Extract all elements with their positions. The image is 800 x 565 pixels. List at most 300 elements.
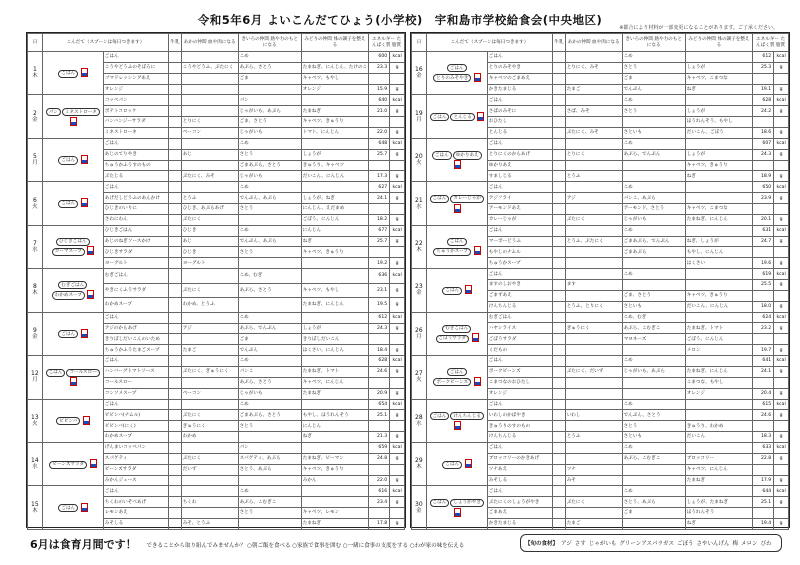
- milk-cell: [553, 508, 566, 519]
- milk-cell: [553, 106, 566, 117]
- milk-cell: [553, 73, 566, 84]
- milk-cell: [169, 410, 182, 421]
- nutrition-value: 18.6: [753, 128, 774, 139]
- nutrition-unit: g: [390, 453, 405, 464]
- nutrition-value: 23.1: [369, 283, 390, 297]
- red-group-foods: [565, 52, 622, 63]
- nutrition-unit: [390, 377, 405, 388]
- nutrition-unit: g: [390, 258, 405, 269]
- menu-item-name: とんじる: [487, 128, 552, 139]
- nutrition-value: 25.7: [369, 236, 390, 247]
- nutrition-unit: kcal: [390, 399, 405, 410]
- menu-item-name: ちくわのいそべあげ: [103, 497, 168, 508]
- day-cell: [412, 356, 427, 399]
- milk-cell: [553, 442, 566, 453]
- green-group-foods: [685, 182, 752, 193]
- milk-cell: [553, 410, 566, 421]
- milk-cell: [169, 356, 182, 367]
- milk-cell: [169, 128, 182, 139]
- nutrition-unit: [390, 421, 405, 432]
- seasonal-title: 【旬の食材】: [525, 541, 559, 547]
- nutrition-value: 19.1: [753, 84, 774, 95]
- menu-item-name: かきたまじる: [487, 84, 552, 95]
- red-group-foods: ます: [565, 280, 622, 291]
- day-of-week: 水: [416, 203, 422, 210]
- green-group-foods: もやし、にんじん: [685, 247, 752, 258]
- red-group-foods: ひじき: [181, 247, 238, 258]
- milk-carton-icon: [472, 333, 479, 342]
- yellow-group-foods: [238, 258, 301, 269]
- page-title: 令和5年6月 よいこんだてひょう(小学校) 宇和島市学校給食会(中央地区): [197, 13, 603, 27]
- milk-carton-icon: [81, 155, 88, 164]
- menu-item-name: ちゅうかふうたまごスープ: [103, 345, 168, 356]
- nutrition-value: 18.9: [753, 171, 774, 182]
- dish-badges: [426, 312, 487, 355]
- seasonal-item: ごぼう: [677, 541, 694, 547]
- nutrition-unit: kcal: [774, 52, 789, 63]
- red-group-foods: とうふ: [181, 193, 238, 204]
- day-number: 13: [31, 413, 39, 421]
- day-of-week: 金: [416, 290, 422, 297]
- nutrition-value: 25.7: [369, 149, 390, 160]
- yellow-group-foods: じゃがいも: [238, 171, 301, 182]
- red-group-foods: [565, 388, 622, 399]
- green-group-foods: みかん: [301, 475, 368, 486]
- milk-cell: [169, 345, 182, 356]
- red-group-foods: [181, 508, 238, 519]
- menu-item-name: キャベツのごまあえ: [487, 73, 552, 84]
- header-menu: こんだて（スプーンは毎日つきます）: [426, 34, 552, 52]
- menu-item-name: ちゅうかスープ: [487, 258, 552, 269]
- milk-cell: [553, 204, 566, 215]
- milk-cell: [553, 497, 566, 508]
- green-group-foods: キャベツ、こまつな: [685, 204, 752, 215]
- red-group-foods: [565, 345, 622, 356]
- dish-badge: むぎごはん: [58, 281, 87, 289]
- yellow-group-foods: パン: [238, 95, 301, 106]
- red-group-foods: たまご: [565, 518, 622, 529]
- menu-item-row: [412, 269, 789, 280]
- yellow-group-foods: ごま、さとう: [238, 117, 301, 128]
- nutrition-value: [753, 290, 774, 301]
- menu-item-name: あじのてりやき: [103, 149, 168, 160]
- yellow-group-foods: さとう、あぶら: [238, 464, 301, 475]
- seasonal-list: [561, 539, 775, 547]
- menu-item-name: あじのねぎソースかけ: [103, 236, 168, 247]
- yellow-group-foods: ごま: [238, 73, 301, 84]
- green-group-foods: しょうが、たまねぎ: [685, 497, 752, 508]
- red-group-foods: ぶたにく: [181, 453, 238, 464]
- dish-badges: [426, 225, 487, 268]
- dish-badge: ごはん: [58, 504, 78, 512]
- dish-badge: ガーマスープ: [52, 248, 85, 256]
- milk-cell: [553, 117, 566, 128]
- day-cell: [28, 442, 43, 485]
- nutrition-value: 17.9: [753, 475, 774, 486]
- day-of-week: 木: [416, 246, 422, 253]
- milk-cell: [553, 62, 566, 73]
- seasonal-item: じゃがいも: [588, 541, 617, 547]
- nutrition-value: [369, 247, 390, 258]
- menu-item-name: むぎごはん: [487, 312, 552, 323]
- menu-item-name: アーモンドあえ: [487, 204, 552, 215]
- day-cell: [412, 269, 427, 312]
- nutrition-value: 19.6: [753, 258, 774, 269]
- milk-cell: [553, 258, 566, 269]
- day-cell: [28, 356, 43, 399]
- red-group-foods: ひじき: [181, 225, 238, 236]
- nutrition-unit: g: [774, 258, 789, 269]
- menu-item-row: [28, 52, 405, 63]
- menu-item-row: [412, 356, 789, 367]
- yellow-group-foods: こめ、むぎ: [238, 269, 301, 283]
- nutrition-value: [753, 464, 774, 475]
- milk-cell: [169, 323, 182, 334]
- menu-item-name: ひじきサラダ: [103, 247, 168, 258]
- yellow-group-foods: こめ: [622, 182, 685, 193]
- menu-item-name: ごはん: [487, 95, 552, 106]
- green-group-foods: だいこん、ごぼう: [685, 128, 752, 139]
- red-group-foods: とうふ、ぶたにく: [565, 236, 622, 247]
- menu-item-name: コールスロー: [103, 377, 168, 388]
- milk-carton-icon: [465, 285, 472, 294]
- milk-cell: [553, 356, 566, 367]
- menu-item-name: かきたまじる: [487, 518, 552, 529]
- yellow-group-foods: でんぷん、あぶら: [238, 236, 301, 247]
- nutrition-unit: g: [390, 410, 405, 421]
- yellow-group-foods: [622, 280, 685, 291]
- red-group-foods: [181, 84, 238, 95]
- green-group-foods: [685, 442, 752, 453]
- nutrition-unit: g: [774, 410, 789, 421]
- header-milk: 牛乳: [169, 34, 182, 52]
- milk-cell: [169, 62, 182, 73]
- menu-item-name: ごはん: [103, 182, 168, 193]
- menu-item-name: ごはん: [487, 52, 552, 63]
- nutrition-value: 24.8: [369, 453, 390, 464]
- menu-item-name: ミネストローネ: [103, 128, 168, 139]
- green-group-foods: [685, 356, 752, 367]
- nutrition-value: [753, 204, 774, 215]
- yellow-group-foods: さとう、あぶら: [622, 497, 685, 508]
- dish-badge: むぎごはん: [442, 325, 471, 333]
- nutrition-value: 15.9: [369, 84, 390, 95]
- header-yellow-group: きいろの仲間 熱や力のもとになる: [622, 34, 685, 52]
- day-of-week: 月: [416, 116, 422, 123]
- green-group-foods: [301, 182, 368, 193]
- red-group-foods: みそ、とうふ: [181, 518, 238, 529]
- nutrition-unit: [390, 247, 405, 258]
- nutrition-unit: g: [774, 214, 789, 225]
- green-group-foods: ごぼう、にんじん: [301, 214, 368, 225]
- green-group-foods: たまねぎ、にんじん: [685, 366, 752, 377]
- red-group-foods: ツナ: [565, 464, 622, 475]
- dish-badge: ちゅうかスープ: [433, 248, 471, 256]
- nutrition-unit: g: [390, 323, 405, 334]
- menu-item-name: ごはん: [487, 486, 552, 497]
- milk-cell: [553, 236, 566, 247]
- dish-badge: ごはん: [58, 70, 78, 78]
- day-cell: [412, 182, 427, 225]
- nutrition-unit: kcal: [390, 486, 405, 497]
- milk-carton-icon: [83, 416, 90, 425]
- yellow-group-foods: ごま: [622, 73, 685, 84]
- milk-cell: [553, 399, 566, 410]
- menu-item-row: [412, 486, 789, 497]
- green-group-foods: [685, 269, 752, 280]
- yellow-group-foods: ごまあぶら: [622, 247, 685, 258]
- dish-badge: しょうがやき: [450, 499, 484, 507]
- day-number: 27: [415, 370, 423, 378]
- green-group-foods: たまねぎ: [301, 106, 368, 117]
- day-number: 1: [32, 66, 37, 74]
- yellow-group-foods: [238, 432, 301, 443]
- seasonal-item: アジ: [561, 541, 572, 547]
- milk-cell: [553, 334, 566, 345]
- dish-badge: ごはん: [430, 113, 450, 121]
- dish-badge: ひじきごはん: [56, 238, 90, 246]
- milk-carton-icon: [454, 508, 461, 517]
- day-cell: [412, 486, 427, 529]
- green-group-foods: [301, 497, 368, 508]
- nutrition-value: [753, 160, 774, 171]
- nutrition-value: 21.0: [369, 106, 390, 117]
- nutrition-value: 18.0: [753, 301, 774, 312]
- red-group-foods: [565, 160, 622, 171]
- day-of-week: 水: [416, 420, 422, 427]
- red-group-foods: ちくわ: [181, 497, 238, 508]
- red-group-foods: みそ: [565, 475, 622, 486]
- yellow-group-foods: あぶら、こむぎこ: [238, 497, 301, 508]
- menu-item-name: ごはん: [103, 138, 168, 149]
- red-group-foods: [565, 247, 622, 258]
- menu-item-name: ごはん: [103, 52, 168, 63]
- nutrition-unit: kcal: [390, 356, 405, 367]
- day-of-week: 木: [416, 464, 422, 471]
- green-group-foods: きゅうり、わかめ: [685, 421, 752, 432]
- day-of-week: 月: [32, 160, 38, 167]
- nutrition-unit: g: [390, 345, 405, 356]
- green-group-foods: ねぎ: [301, 236, 368, 247]
- menu-item-name: ごはん: [103, 356, 168, 367]
- milk-cell: [553, 149, 566, 160]
- yellow-group-foods: じゃがいも: [238, 388, 301, 399]
- nutrition-unit: [774, 73, 789, 84]
- dish-badge: カレーじゃが: [450, 195, 484, 203]
- green-group-foods: しょうが: [301, 149, 368, 160]
- yellow-group-foods: さとう: [238, 421, 301, 432]
- red-group-foods: [181, 399, 238, 410]
- milk-carton-icon: [70, 117, 77, 126]
- dish-badge: パン: [46, 108, 61, 116]
- seasonal-ingredients-box: [520, 534, 782, 552]
- milk-cell: [553, 421, 566, 432]
- menu-item-name: とりのみそやき: [487, 62, 552, 73]
- header-day: 日: [412, 34, 427, 52]
- nutrition-unit: g: [774, 62, 789, 73]
- green-group-foods: にんじん、えだまめ: [301, 204, 368, 215]
- yellow-group-foods: こめ: [238, 399, 301, 410]
- menu-item-name: わかめスープ: [103, 432, 168, 443]
- nutrition-value: 659: [369, 442, 390, 453]
- red-group-foods: [181, 160, 238, 171]
- menu-item-row: [412, 442, 789, 453]
- red-group-foods: [181, 475, 238, 486]
- day-of-week: 金: [416, 507, 422, 514]
- menu-item-name: アジのからあげ: [103, 323, 168, 334]
- red-group-foods: ヨーグルト: [181, 258, 238, 269]
- milk-carton-icon: [474, 246, 481, 255]
- green-group-foods: [685, 410, 752, 421]
- milk-cell: [553, 377, 566, 388]
- menu-item-name: カレーじゃが: [487, 214, 552, 225]
- nutrition-unit: kcal: [774, 182, 789, 193]
- yellow-group-foods: でんぷん: [238, 345, 301, 356]
- menu-item-name: ごはん: [487, 442, 552, 453]
- nutrition-value: 654: [369, 399, 390, 410]
- red-group-foods: [565, 421, 622, 432]
- milk-carton-icon: [477, 112, 484, 121]
- nutrition-value: 600: [369, 52, 390, 63]
- menu-item-row: [28, 486, 405, 497]
- dish-badge: ごはん: [447, 64, 467, 72]
- red-group-foods: [565, 258, 622, 269]
- menu-item-name: コッペパン: [103, 95, 168, 106]
- menu-item-row: [412, 182, 789, 193]
- menu-item-row: [28, 356, 405, 367]
- yellow-group-foods: こめ: [622, 95, 685, 106]
- dish-badge: わかめスープ: [52, 291, 85, 299]
- red-group-foods: わかめ: [181, 432, 238, 443]
- day-of-week: 金: [416, 73, 422, 80]
- nutrition-value: 24.2: [753, 106, 774, 117]
- red-group-foods: とりにく: [181, 117, 238, 128]
- milk-cell: [553, 290, 566, 301]
- nutrition-value: 24.1: [753, 366, 774, 377]
- milk-cell: [169, 214, 182, 225]
- dish-badge: とりのみそやき: [433, 74, 471, 82]
- nutrition-value: 22.8: [753, 453, 774, 464]
- menu-item-name: けんちんじる: [487, 432, 552, 443]
- nutrition-unit: g: [390, 298, 405, 312]
- yellow-group-foods: ごまあぶら、でんぷん: [622, 236, 685, 247]
- yellow-group-foods: [622, 117, 685, 128]
- nutrition-unit: g: [774, 171, 789, 182]
- dish-badge: コールスロー: [66, 369, 99, 377]
- day-of-week: 木: [32, 507, 38, 514]
- nutrition-value: [369, 334, 390, 345]
- red-group-foods: [181, 269, 238, 283]
- nutrition-value: 636: [369, 269, 390, 283]
- day-of-week: 月: [32, 377, 38, 384]
- nutrition-unit: g: [390, 84, 405, 95]
- green-group-foods: オレンジ: [301, 84, 368, 95]
- menu-item-name: ポークビーンズ: [487, 366, 552, 377]
- dish-badges: [426, 486, 487, 529]
- nutrition-value: 628: [753, 95, 774, 106]
- green-group-foods: しょうが: [685, 62, 752, 73]
- green-group-foods: [301, 52, 368, 63]
- footer-subtext: できることから取り組んでみませんか？ ○朝ご飯を食べる ○家族で食事を囲む ○一緒に食事の支度をする ○わが家の味を伝える: [146, 543, 465, 549]
- yellow-group-foods: こめ、むぎ: [622, 312, 685, 323]
- nutrition-unit: kcal: [774, 442, 789, 453]
- nutrition-unit: g: [774, 106, 789, 117]
- red-group-foods: ひじき、あぶらあげ: [181, 204, 238, 215]
- red-group-foods: [181, 442, 238, 453]
- red-group-foods: [565, 399, 622, 410]
- green-group-foods: キャベツ、もやし: [301, 283, 368, 297]
- nutrition-value: 24.1: [369, 193, 390, 204]
- nutrition-unit: [774, 464, 789, 475]
- menu-item-name: くだもの: [487, 345, 552, 356]
- milk-carton-icon: [81, 329, 88, 338]
- green-group-foods: はくさい: [685, 258, 752, 269]
- dish-badge: ミネストローネ: [62, 108, 100, 116]
- yellow-group-foods: こめ: [622, 442, 685, 453]
- menu-item-row: [28, 225, 405, 236]
- green-group-foods: キャベツ、レモン: [301, 508, 368, 519]
- red-group-foods: いわし: [565, 410, 622, 421]
- dish-badges: [426, 442, 487, 485]
- nutrition-value: 648: [369, 138, 390, 149]
- nutrition-unit: [390, 117, 405, 128]
- milk-cell: [169, 442, 182, 453]
- nutrition-value: [369, 377, 390, 388]
- menu-item-name: こまつなのおひたし: [487, 377, 552, 388]
- day-number: 8: [32, 283, 37, 291]
- red-group-foods: とうふ: [565, 432, 622, 443]
- nutrition-value: [369, 160, 390, 171]
- milk-carton-icon: [81, 68, 88, 77]
- nutrition-unit: kcal: [390, 312, 405, 323]
- green-group-foods: たまねぎ: [301, 518, 368, 529]
- yellow-group-foods: パン: [238, 442, 301, 453]
- nutrition-value: [753, 247, 774, 258]
- green-group-foods: メロン: [685, 345, 752, 356]
- menu-item-name: みかんジュース: [103, 475, 168, 486]
- green-group-foods: ねぎ: [301, 432, 368, 443]
- menu-item-row: [412, 52, 789, 63]
- nutrition-value: [753, 377, 774, 388]
- green-group-foods: たまねぎ: [301, 388, 368, 399]
- milk-cell: [553, 366, 566, 377]
- dish-badges: [42, 225, 103, 268]
- green-group-foods: [685, 138, 752, 149]
- day-cell: [412, 442, 427, 485]
- menu-item-row: [28, 138, 405, 149]
- nutrition-value: [369, 464, 390, 475]
- nutrition-value: 641: [753, 356, 774, 367]
- red-group-foods: ぶたにく: [565, 214, 622, 225]
- milk-cell: [169, 138, 182, 149]
- red-group-foods: [565, 312, 622, 323]
- yellow-group-foods: じゃがいも、あぶら: [238, 106, 301, 117]
- menu-item-name: ひじきのいりに: [103, 204, 168, 215]
- red-group-foods: とうふ: [565, 171, 622, 182]
- red-group-foods: [181, 73, 238, 84]
- menu-item-name: レモンあえ: [103, 508, 168, 519]
- milk-cell: [169, 52, 182, 63]
- red-group-foods: こうやどうふ、ぶたにく: [181, 62, 238, 73]
- green-group-foods: たまねぎ、にんじん: [685, 214, 752, 225]
- yellow-group-foods: [622, 171, 685, 182]
- yellow-group-foods: こめ: [238, 356, 301, 367]
- yellow-group-foods: [238, 214, 301, 225]
- yellow-group-foods: [622, 345, 685, 356]
- yellow-group-foods: あぶら、こむぎこ: [622, 453, 685, 464]
- dish-badges: [42, 95, 103, 138]
- dish-badges: [426, 269, 487, 312]
